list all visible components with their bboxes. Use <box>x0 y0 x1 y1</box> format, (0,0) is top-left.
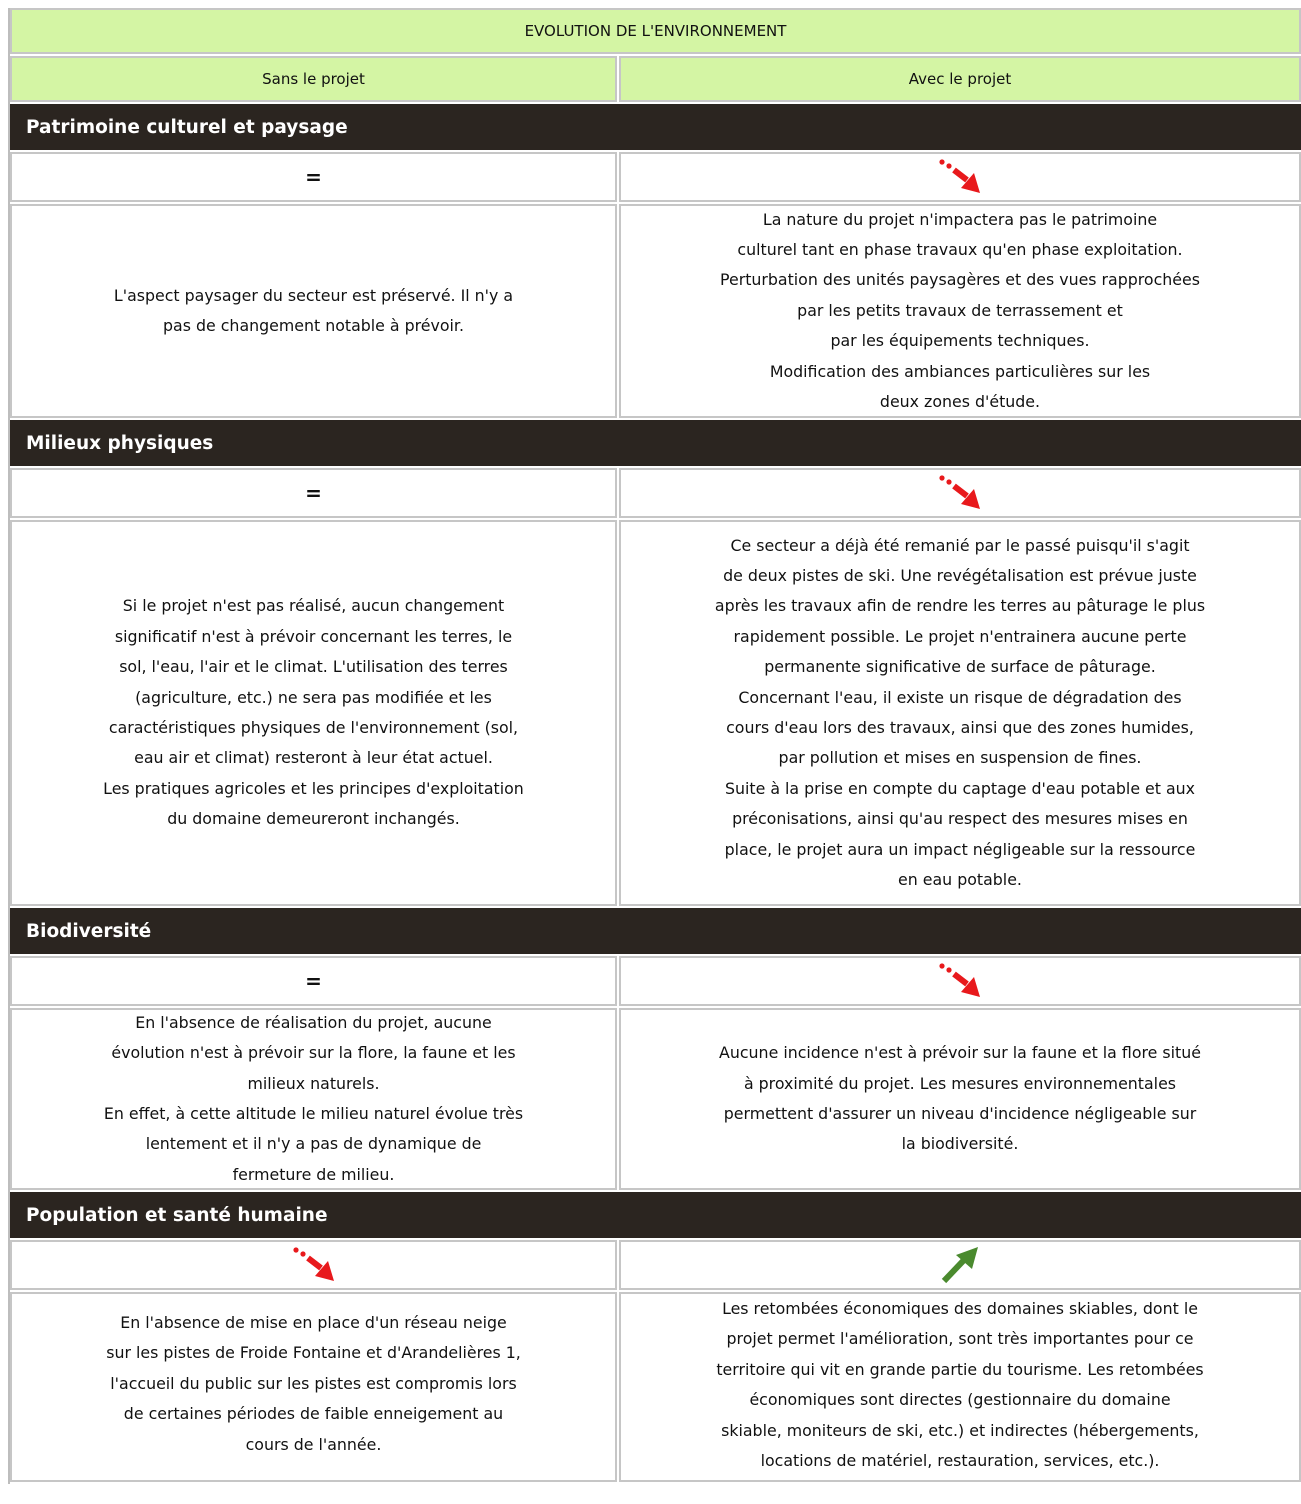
trend-with-project <box>619 956 1301 1006</box>
section-header-patrimoine: Patrimoine culturel et paysage <box>10 104 1301 150</box>
description-with-project <box>619 1292 1301 1482</box>
description-without-project <box>10 520 617 906</box>
description-without-project <box>10 1292 617 1482</box>
description-text: Les retombées économiques des domaines skiables, dont le projet permet l'amélioration, sont très importantes pour ce territoire qui vit en grande partie du tourisme. Les retombées économiques sont directes (gestionnaire du domaine skiable, moniteurs de ski, etc.) et indirectes (hébergements, locations de matériel, restauration, services, etc.). <box>716 1299 1204 1471</box>
trend-with-project <box>619 152 1301 202</box>
down-right-arrow-icon <box>936 473 984 513</box>
description-text: Aucune incidence n'est à prévoir sur la faune et la flore situé à proximité du projet. Les mesures environnementales permettent d'assurer un niveau d'incidence négligeable sur la biodiversité. <box>719 1043 1201 1154</box>
down-right-arrow-icon <box>290 1245 338 1285</box>
description-without-project <box>10 204 617 418</box>
down-right-arrow-icon <box>936 961 984 1001</box>
trend-without-project: = <box>10 956 617 1006</box>
table-title: EVOLUTION DE L'ENVIRONNEMENT <box>10 8 1301 54</box>
trend-with-project <box>619 468 1301 518</box>
description-text: Si le projet n'est pas réalisé, aucun changement significatif n'est à prévoir concernant les terres, le sol, l'eau, l'air et le climat. L'utilisation des terres (agriculture, etc.) ne sera pas modifiée et les caractéristiques physiques de l'environnement (sol, eau air et climat) resteront à leur état actuel. Les pratiques agricoles et les principes d'exploitation du domaine demeureront inchangés. <box>103 596 524 829</box>
description-text: La nature du projet n'impactera pas le patrimoine culturel tant en phase travaux qu'en phase exploitation. Perturbation des unités paysagères et des vues rapprochées par les petits travaux de terrassement et par les équipements techniques. Modification des ambiances particulières sur les deux zones d'étude. <box>720 209 1200 412</box>
trend-with-project <box>619 1240 1301 1290</box>
section-header-milieux-physiques: Milieux physiques <box>10 420 1301 466</box>
trend-without-project <box>10 1240 617 1290</box>
down-right-arrow-icon <box>936 157 984 197</box>
description-text: L'aspect paysager du secteur est préservé. Il n'y a pas de changement notable à prévoir. <box>113 285 514 335</box>
description-with-project <box>619 204 1301 418</box>
column-header-with-project: Avec le projet <box>619 56 1301 102</box>
description-text: En l'absence de réalisation du projet, aucune évolution n'est à prévoir sur la flore, la faune et les milieux naturels. En effet, à cette altitude le milieu naturel évolue très lentement et il n'y a pas de dynamique de fermeture de milieu. <box>103 1012 524 1184</box>
description-with-project <box>619 1008 1301 1190</box>
section-header-population: Population et santé humaine <box>10 1192 1301 1238</box>
column-header-without-project: Sans le projet <box>10 56 617 102</box>
trend-without-project: = <box>10 468 617 518</box>
description-without-project <box>10 1008 617 1190</box>
trend-without-project: = <box>10 152 617 202</box>
description-text: Ce secteur a déjà été remanié par le passé puisqu'il s'agit de deux pistes de ski. Une revégétalisation est prévue juste après les travaux afin de rendre les terres au pâturage le plus rapidement possible. Le projet n'entrainera aucune perte permanente significative de surface de pâturage. Concernant l'eau, il existe un risque de dégradation des cours d'eau lors des travaux, ainsi que des zones humides, par pollution et mises en suspension de fines. Suite à la prise en compte du captage d'eau potable et aux préconisations, ainsi qu'au respect des mesures mises en place, le projet aura un impact négligeable sur la ressource en eau potable. <box>714 535 1206 890</box>
description-with-project <box>619 520 1301 906</box>
section-header-biodiversite: Biodiversité <box>10 908 1301 954</box>
description-text: En l'absence de mise en place d'un réseau neige sur les pistes de Froide Fontaine et d'Arandelières 1, l'accueil du public sur les pistes est compromis lors de certaines périodes de faible enneigement au cours de l'année. <box>106 1313 521 1454</box>
environment-evolution-table <box>8 8 1301 1484</box>
up-right-arrow-icon <box>936 1243 984 1287</box>
